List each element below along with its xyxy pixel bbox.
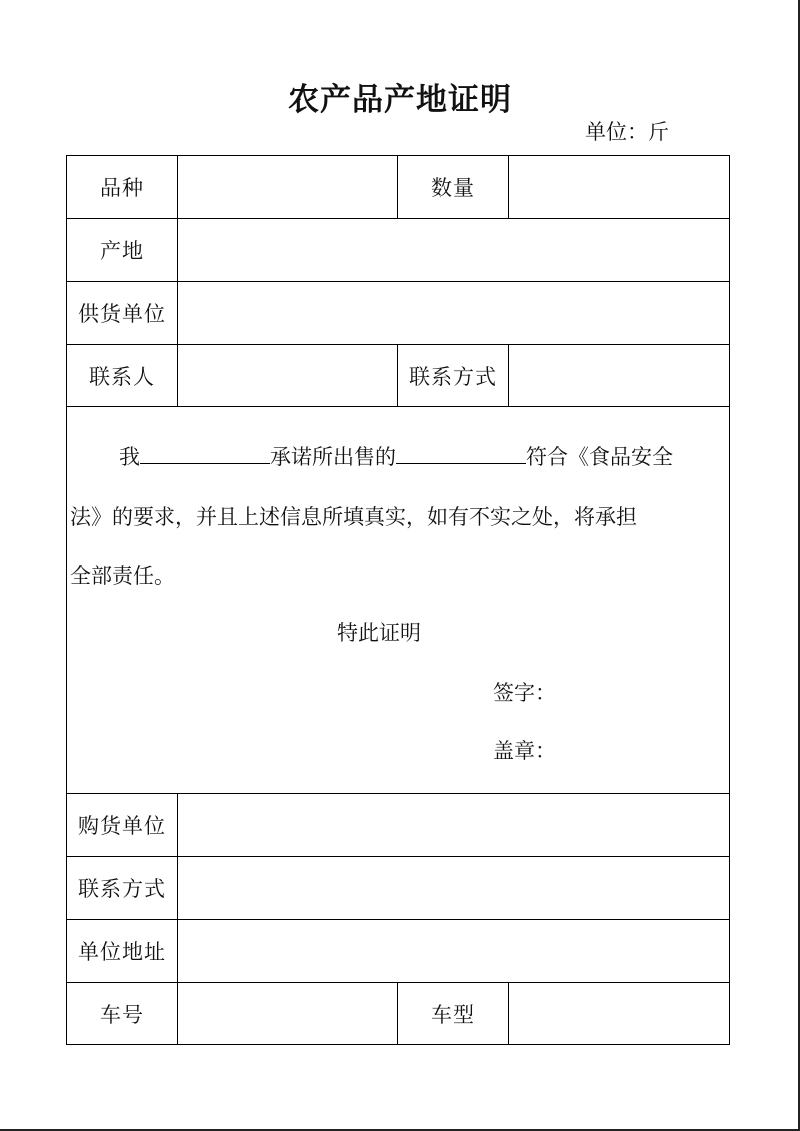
certificate-form	[66, 155, 730, 1045]
buyer-address-field[interactable]	[178, 920, 730, 983]
row-buyer-address	[67, 920, 730, 983]
supplier-label: 供货单位	[67, 282, 178, 345]
row-vehicle	[67, 983, 730, 1045]
row-pledge	[67, 407, 730, 794]
unit-label: 单位：斤	[585, 120, 669, 144]
seller-name-blank[interactable]	[140, 443, 270, 464]
buyer-contact-field[interactable]	[178, 857, 730, 920]
pledge-text-law: 符合《食品安全	[526, 445, 673, 469]
pledge-line-3: 全部责任。	[70, 564, 175, 588]
row-contact	[67, 345, 730, 407]
buyer-contact-label: 联系方式	[67, 857, 178, 920]
vehicle-no-field[interactable]	[178, 983, 398, 1045]
origin-label: 产地	[67, 219, 178, 282]
pledge-text-block	[67, 407, 730, 793]
product-name-blank[interactable]	[396, 443, 526, 464]
pledge-text-me: 我	[119, 445, 140, 469]
row-supplier	[67, 282, 730, 345]
row-buyer-contact	[67, 857, 730, 920]
quantity-field[interactable]	[509, 156, 730, 219]
contact-person-field[interactable]	[178, 345, 398, 407]
page-title: 农产品产地证明	[288, 82, 512, 118]
pledge-text-promise: 承诺所出售的	[270, 445, 396, 469]
row-variety	[67, 156, 730, 219]
certify-text: 特此证明	[337, 621, 421, 645]
signature-label: 签字：	[493, 681, 556, 705]
vehicle-type-field[interactable]	[509, 983, 730, 1045]
contact-method-label: 联系方式	[398, 345, 509, 407]
vehicle-no-label: 车号	[67, 983, 178, 1045]
variety-label: 品种	[67, 156, 178, 219]
pledge-line-2: 法》的要求，并且上述信息所填真实，如有不实之处，将承担	[70, 505, 637, 529]
buyer-label: 购货单位	[67, 794, 178, 857]
contact-method-field[interactable]	[509, 345, 730, 407]
origin-field[interactable]	[178, 219, 730, 282]
seal-label: 盖章：	[493, 739, 556, 763]
variety-field[interactable]	[178, 156, 398, 219]
buyer-address-label: 单位地址	[67, 920, 178, 983]
contact-person-label: 联系人	[67, 345, 178, 407]
row-buyer	[67, 794, 730, 857]
vehicle-type-label: 车型	[398, 983, 509, 1045]
quantity-label: 数量	[398, 156, 509, 219]
row-origin	[67, 219, 730, 282]
pledge-line-1	[119, 441, 673, 471]
buyer-field[interactable]	[178, 794, 730, 857]
pledge-cell	[67, 407, 730, 794]
supplier-field[interactable]	[178, 282, 730, 345]
